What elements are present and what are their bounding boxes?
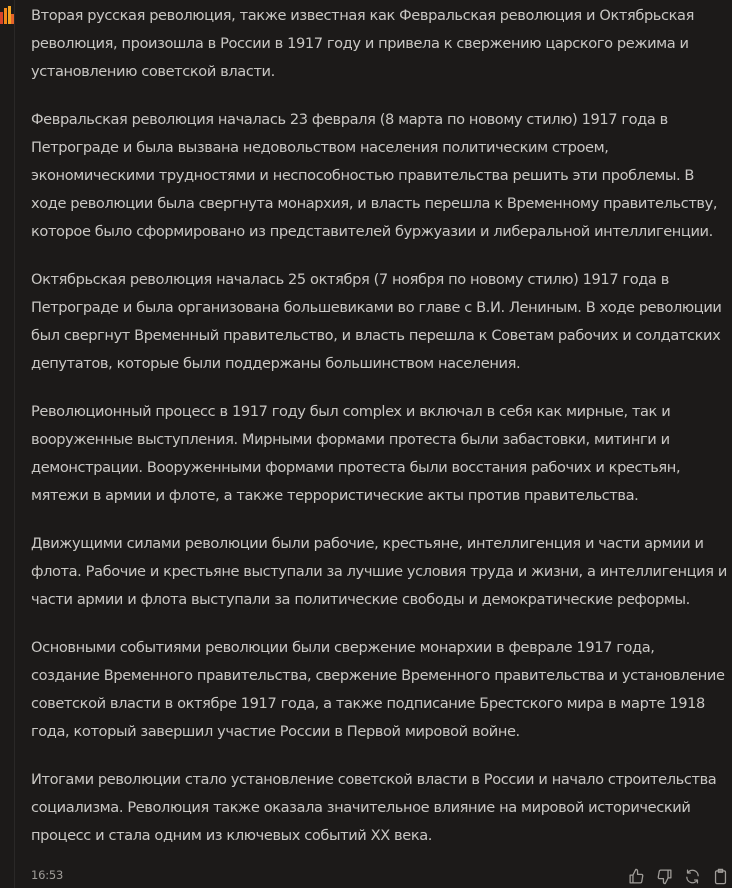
- copy-icon: [712, 868, 729, 885]
- copy-button[interactable]: [710, 866, 730, 886]
- message-paragraph: Февральская революция началась 23 февраля (8 марта по новому стилю) 1917 года в Петрограде и была вызвана недовольством населения политическим строем, экономическими трудностями и неспособностью правительства решить эти проблемы. В ходе революции была свергнута монархия, и власть перешла к Временному правительству, которое было сформировано из представителей буржуазии и либеральной интеллигенции.: [31, 111, 718, 240]
- message-paragraph: Вторая русская революция, также известная как Февральская революция и Октябрьская революция, произошла в России в 1917 году и привела к свержению царского режима и установлению советской власти.: [31, 7, 694, 80]
- message-paragraph: Основными событиями революции были свержение монархии в феврале 1917 года, создание Временного правительства, свержение Временного правительства и установление советской власти в октябре 1917 года, а также подписание Брестского мира в марте 1918 года, который завершил участие России в Первой мировой войне.: [31, 639, 725, 740]
- assistant-message: [31, 2, 727, 870]
- chat-left-divider: [14, 0, 15, 888]
- thumbs-down-icon: [656, 868, 673, 885]
- message-paragraph: Итогами революции стало установление советской власти в России и начало строительства социализма. Революция также оказала значительное влияние на мировой исторический процесс и стала одним из ключевых событий XX века.: [31, 771, 717, 844]
- message-paragraph: Революционный процесс в 1917 году был complex и включал в себя как мирные, так и вооруженные выступления. Мирными формами протеста были забастовки, митинги и демонстрации. Вооруженными формами протеста были восстания рабочих и крестьян, мятежи в армии и флоте, а также террористические акты против правительства.: [31, 403, 681, 504]
- refresh-icon: [684, 868, 701, 885]
- bot-avatar-icon: [0, 6, 14, 24]
- dislike-button[interactable]: [654, 866, 674, 886]
- regenerate-button[interactable]: [682, 866, 702, 886]
- message-actions: [626, 866, 730, 886]
- like-button[interactable]: [626, 866, 646, 886]
- message-timestamp: 16:53: [31, 868, 64, 882]
- message-paragraph: Движущими силами революции были рабочие, крестьяне, интеллигенция и части армии и флота. Рабочие и крестьяне выступали за лучшие условия труда и жизни, а интеллигенция и части армии и флота выступали за политические свободы и демократические реформы.: [31, 535, 727, 608]
- thumbs-up-icon: [628, 868, 645, 885]
- message-paragraph: Октябрьская революция началась 25 октября (7 ноября по новому стилю) 1917 года в Петрограде и была организована большевиками во главе с В.И. Лениным. В ходе революции был свергнут Временный правительство, и власть перешла к Советам рабочих и солдатских депутатов, которые были поддержаны большинством населения.: [31, 271, 722, 372]
